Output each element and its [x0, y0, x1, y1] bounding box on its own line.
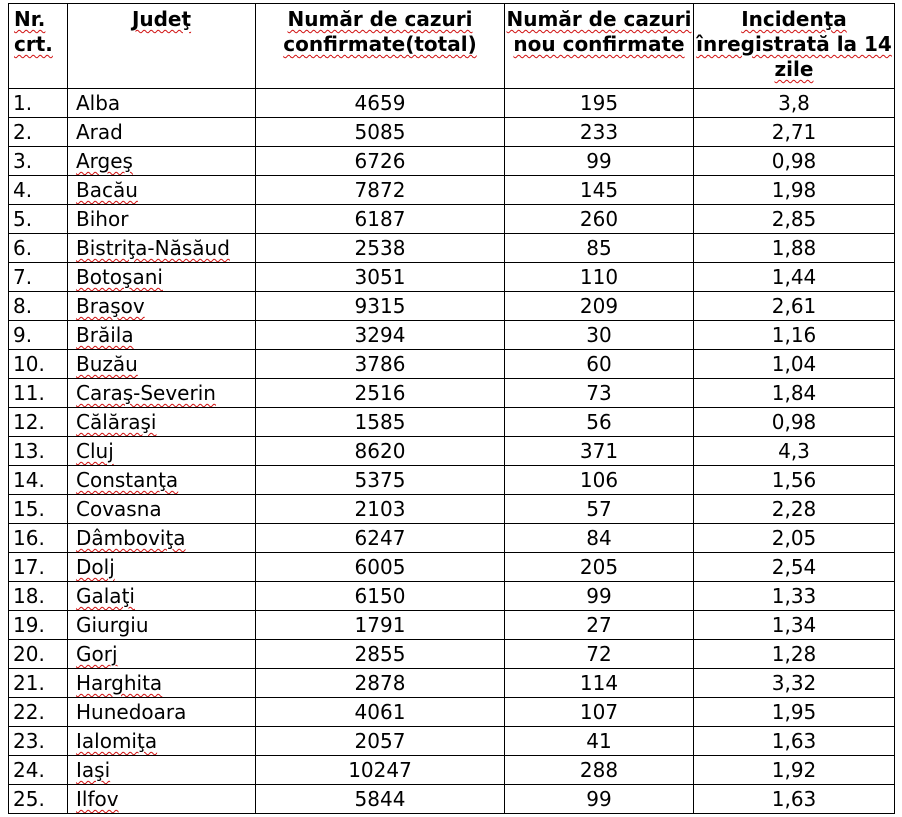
- cell-judet: [68, 640, 256, 669]
- cell-total-text: 5085: [354, 120, 406, 144]
- covid-cases-table: [8, 3, 895, 814]
- cell-noi-text: 30: [586, 323, 612, 347]
- cell-total: [256, 611, 505, 640]
- table-row: [9, 379, 895, 408]
- cell-incidenta: [694, 611, 895, 640]
- cell-incidenta-text: 4,3: [778, 439, 810, 463]
- cell-noi-text: 99: [586, 584, 612, 608]
- cell-judet: [68, 437, 256, 466]
- cell-judet-text: Botoşani: [76, 265, 163, 289]
- cell-judet: [68, 408, 256, 437]
- header-nr-crt: [9, 4, 68, 89]
- cell-incidenta-text: 1,44: [771, 265, 817, 289]
- cell-noi: [505, 263, 694, 292]
- cell-noi: [505, 147, 694, 176]
- table-row: [9, 437, 895, 466]
- cell-nr-text: 10.: [13, 352, 45, 376]
- cell-incidenta: [694, 176, 895, 205]
- cell-nr: [9, 118, 68, 147]
- cell-total: [256, 698, 505, 727]
- cell-incidenta-text: 2,54: [771, 555, 817, 579]
- cell-nr-text: 25.: [13, 787, 45, 811]
- cell-total: [256, 234, 505, 263]
- cell-incidenta: [694, 379, 895, 408]
- cell-nr: [9, 234, 68, 263]
- cell-total-text: 1791: [354, 613, 406, 637]
- cell-total-text: 6150: [354, 584, 406, 608]
- cell-judet-text: Bacău: [76, 178, 138, 202]
- cell-judet-text: Covasna: [76, 497, 162, 521]
- cell-noi: [505, 234, 694, 263]
- cell-judet-text: Alba: [76, 91, 121, 115]
- table-row: [9, 350, 895, 379]
- cell-total: [256, 321, 505, 350]
- cell-noi: [505, 321, 694, 350]
- cell-total-text: 6187: [354, 207, 406, 231]
- table-row: [9, 698, 895, 727]
- cell-nr-text: 16.: [13, 526, 45, 550]
- cell-incidenta-text: 1,34: [771, 613, 817, 637]
- cell-noi-text: 288: [579, 758, 619, 782]
- cell-total-text: 3786: [354, 352, 406, 376]
- cell-judet-text: Dâmboviţa: [76, 526, 186, 550]
- cell-total: [256, 205, 505, 234]
- cell-total-text: 5375: [354, 468, 406, 492]
- cell-noi-text: 72: [586, 642, 612, 666]
- cell-nr-text: 19.: [13, 613, 45, 637]
- cell-total-text: 6726: [354, 149, 406, 173]
- cell-nr: [9, 147, 68, 176]
- cell-judet-text: Cluj: [76, 439, 114, 463]
- cell-total: [256, 785, 505, 814]
- cell-nr: [9, 553, 68, 582]
- cell-nr-text: 4.: [13, 178, 33, 202]
- cell-noi: [505, 379, 694, 408]
- cell-nr-text: 15.: [13, 497, 45, 521]
- cell-nr-text: 5.: [13, 207, 33, 231]
- cell-judet: [68, 524, 256, 553]
- cell-noi: [505, 669, 694, 698]
- cell-judet-text: Bihor: [76, 207, 129, 231]
- cell-noi-text: 107: [579, 700, 619, 724]
- cell-incidenta: [694, 408, 895, 437]
- cell-incidenta-text: 2,05: [771, 526, 817, 550]
- cell-nr-text: 2.: [13, 120, 33, 144]
- cell-nr-text: 13.: [13, 439, 45, 463]
- cell-judet-text: Călăraşi: [76, 410, 157, 434]
- header-judet: [68, 4, 256, 89]
- table-row: [9, 611, 895, 640]
- cell-judet-text: Buzău: [76, 352, 138, 376]
- cell-judet: [68, 495, 256, 524]
- cell-incidenta: [694, 640, 895, 669]
- table-row: [9, 582, 895, 611]
- cell-judet-text: Ilfov: [76, 787, 119, 811]
- cell-total: [256, 350, 505, 379]
- cell-incidenta: [694, 698, 895, 727]
- table-body: [9, 89, 895, 814]
- cell-total-text: 2878: [354, 671, 406, 695]
- cell-incidenta-text: 1,33: [771, 584, 817, 608]
- cell-nr: [9, 89, 68, 118]
- cell-nr-text: 9.: [13, 323, 33, 347]
- header-judet-text: Judeţ: [131, 7, 192, 31]
- cell-noi-text: 84: [586, 526, 612, 550]
- cell-nr-text: 1.: [13, 91, 33, 115]
- header-nr-line2: crt.: [14, 32, 53, 56]
- header-row: [9, 4, 895, 89]
- cell-incidenta: [694, 118, 895, 147]
- cell-total-text: 2538: [354, 236, 406, 260]
- cell-total-text: 6247: [354, 526, 406, 550]
- cell-incidenta: [694, 495, 895, 524]
- cell-total: [256, 640, 505, 669]
- cell-nr-text: 11.: [13, 381, 45, 405]
- cell-nr: [9, 582, 68, 611]
- cell-judet: [68, 292, 256, 321]
- cell-nr-text: 22.: [13, 700, 45, 724]
- cell-noi-text: 233: [579, 120, 619, 144]
- cell-incidenta: [694, 727, 895, 756]
- cell-total: [256, 89, 505, 118]
- cell-total: [256, 495, 505, 524]
- cell-incidenta-text: 1,88: [771, 236, 817, 260]
- header-noi: [505, 4, 694, 89]
- cell-incidenta-text: 1,95: [771, 700, 817, 724]
- table-row: [9, 756, 895, 785]
- cell-nr: [9, 756, 68, 785]
- cell-noi: [505, 89, 694, 118]
- cell-incidenta-text: 2,61: [771, 294, 817, 318]
- cell-incidenta-text: 1,92: [771, 758, 817, 782]
- table-row: [9, 669, 895, 698]
- cell-total-text: 9315: [354, 294, 406, 318]
- cell-judet-text: Giurgiu: [76, 613, 149, 637]
- cell-incidenta: [694, 756, 895, 785]
- cell-incidenta-text: 0,98: [771, 149, 817, 173]
- cell-incidenta-text: 3,8: [778, 91, 810, 115]
- cell-judet: [68, 727, 256, 756]
- cell-judet: [68, 350, 256, 379]
- cell-incidenta-text: 1,98: [771, 178, 817, 202]
- cell-noi-text: 41: [586, 729, 612, 753]
- table-row: [9, 466, 895, 495]
- cell-judet: [68, 263, 256, 292]
- cell-judet: [68, 611, 256, 640]
- cell-noi-text: 60: [586, 352, 612, 376]
- cell-judet: [68, 147, 256, 176]
- cell-judet: [68, 118, 256, 147]
- cell-judet: [68, 756, 256, 785]
- cell-nr-text: 7.: [13, 265, 33, 289]
- cell-noi-text: 57: [586, 497, 612, 521]
- cell-judet: [68, 669, 256, 698]
- cell-total-text: 3294: [354, 323, 406, 347]
- cell-judet: [68, 582, 256, 611]
- cell-nr-text: 17.: [13, 555, 45, 579]
- cell-total-text: 5844: [354, 787, 406, 811]
- table-row: [9, 89, 895, 118]
- cell-incidenta-text: 1,63: [771, 787, 817, 811]
- cell-incidenta-text: 0,98: [771, 410, 817, 434]
- cell-total-text: 4659: [354, 91, 406, 115]
- cell-noi: [505, 118, 694, 147]
- cell-noi-text: 205: [579, 555, 619, 579]
- cell-judet: [68, 176, 256, 205]
- cell-nr: [9, 785, 68, 814]
- cell-judet-text: Arad: [76, 120, 123, 144]
- cell-nr-text: 6.: [13, 236, 33, 260]
- cell-total-text: 2057: [354, 729, 406, 753]
- cell-noi-text: 209: [579, 294, 619, 318]
- cell-noi: [505, 756, 694, 785]
- cell-noi: [505, 611, 694, 640]
- cell-nr: [9, 727, 68, 756]
- cell-incidenta: [694, 350, 895, 379]
- table-row: [9, 263, 895, 292]
- header-noi-text: Număr de cazuri nou confirmate: [506, 7, 692, 56]
- cell-total: [256, 379, 505, 408]
- table-row: [9, 205, 895, 234]
- cell-judet: [68, 553, 256, 582]
- cell-total-text: 8620: [354, 439, 406, 463]
- cell-nr-text: 21.: [13, 671, 45, 695]
- cell-noi: [505, 408, 694, 437]
- table-row: [9, 147, 895, 176]
- table-row: [9, 408, 895, 437]
- cell-total: [256, 437, 505, 466]
- cell-judet-text: Ialomiţa: [76, 729, 158, 753]
- header-total-text: Număr de cazuri confirmate(total): [283, 7, 477, 56]
- cell-noi-text: 73: [586, 381, 612, 405]
- cell-noi: [505, 205, 694, 234]
- cell-nr-text: 8.: [13, 294, 33, 318]
- cell-nr: [9, 379, 68, 408]
- cell-noi: [505, 350, 694, 379]
- cell-noi: [505, 176, 694, 205]
- cell-nr-text: 24.: [13, 758, 45, 782]
- cell-total: [256, 553, 505, 582]
- cell-incidenta: [694, 321, 895, 350]
- cell-nr: [9, 669, 68, 698]
- cell-nr: [9, 263, 68, 292]
- cell-incidenta-text: 1,28: [771, 642, 817, 666]
- cell-incidenta: [694, 292, 895, 321]
- cell-nr: [9, 466, 68, 495]
- cell-noi-text: 56: [586, 410, 612, 434]
- cell-incidenta-text: 3,32: [771, 671, 817, 695]
- cell-total-text: 1585: [354, 410, 406, 434]
- cell-judet: [68, 785, 256, 814]
- cell-incidenta: [694, 524, 895, 553]
- cell-noi-text: 371: [579, 439, 619, 463]
- cell-nr: [9, 176, 68, 205]
- cell-judet-text: Bistriţa-Năsăud: [76, 236, 230, 260]
- cell-noi: [505, 466, 694, 495]
- cell-incidenta: [694, 553, 895, 582]
- cell-incidenta-text: 1,16: [771, 323, 817, 347]
- cell-noi: [505, 727, 694, 756]
- cell-total: [256, 582, 505, 611]
- cell-judet: [68, 466, 256, 495]
- cell-incidenta: [694, 437, 895, 466]
- cell-incidenta-text: 1,04: [771, 352, 817, 376]
- cell-noi: [505, 785, 694, 814]
- cell-nr: [9, 698, 68, 727]
- cell-incidenta: [694, 582, 895, 611]
- cell-judet-text: Constanţa: [76, 468, 179, 492]
- cell-noi-text: 260: [579, 207, 619, 231]
- header-nr-line1: Nr.: [14, 7, 46, 31]
- table-row: [9, 727, 895, 756]
- cell-total: [256, 669, 505, 698]
- table-row: [9, 118, 895, 147]
- cell-total-text: 2855: [354, 642, 406, 666]
- cell-nr: [9, 524, 68, 553]
- cell-judet: [68, 698, 256, 727]
- cell-nr: [9, 205, 68, 234]
- cell-noi-text: 85: [586, 236, 612, 260]
- cell-nr: [9, 350, 68, 379]
- cell-judet-text: Dolj: [76, 555, 115, 579]
- cell-nr-text: 3.: [13, 149, 33, 173]
- table-row: [9, 176, 895, 205]
- cell-judet-text: Caraş-Severin: [76, 381, 216, 405]
- cell-total-text: 6005: [354, 555, 406, 579]
- cell-total: [256, 727, 505, 756]
- cell-nr: [9, 611, 68, 640]
- table-row: [9, 553, 895, 582]
- cell-total-text: 2103: [354, 497, 406, 521]
- cell-noi: [505, 292, 694, 321]
- cell-incidenta-text: 1,84: [771, 381, 817, 405]
- cell-total-text: 7872: [354, 178, 406, 202]
- cell-total: [256, 176, 505, 205]
- cell-nr: [9, 321, 68, 350]
- table-row: [9, 495, 895, 524]
- cell-noi-text: 99: [586, 149, 612, 173]
- cell-nr: [9, 408, 68, 437]
- cell-judet: [68, 321, 256, 350]
- cell-total: [256, 147, 505, 176]
- cell-total: [256, 466, 505, 495]
- cell-judet: [68, 379, 256, 408]
- cell-nr-text: 18.: [13, 584, 45, 608]
- cell-total: [256, 408, 505, 437]
- cell-nr-text: 20.: [13, 642, 45, 666]
- cell-noi: [505, 524, 694, 553]
- table-row: [9, 234, 895, 263]
- cell-judet-text: Galaţi: [76, 584, 135, 608]
- cell-nr-text: 12.: [13, 410, 45, 434]
- cell-nr: [9, 495, 68, 524]
- cell-noi-text: 114: [579, 671, 619, 695]
- cell-noi: [505, 553, 694, 582]
- cell-total: [256, 118, 505, 147]
- cell-noi: [505, 640, 694, 669]
- table-row: [9, 524, 895, 553]
- cell-judet: [68, 89, 256, 118]
- cell-total: [256, 524, 505, 553]
- cell-noi: [505, 698, 694, 727]
- cell-nr: [9, 292, 68, 321]
- cell-incidenta: [694, 466, 895, 495]
- cell-judet-text: Argeş: [76, 149, 133, 173]
- cell-judet-text: Harghita: [76, 671, 163, 695]
- cell-noi: [505, 495, 694, 524]
- cell-total: [256, 756, 505, 785]
- header-incidenta-text: Incidenţa înregistrată la 14 zile: [696, 7, 892, 81]
- cell-total-text: 2516: [354, 381, 406, 405]
- header-total: [256, 4, 505, 89]
- cell-noi-text: 27: [586, 613, 612, 637]
- cell-total-text: 10247: [348, 758, 412, 782]
- cell-total-text: 4061: [354, 700, 406, 724]
- cell-incidenta: [694, 205, 895, 234]
- cell-judet-text: Gorj: [76, 642, 118, 666]
- cell-incidenta: [694, 147, 895, 176]
- cell-total-text: 3051: [354, 265, 406, 289]
- table-row: [9, 321, 895, 350]
- table-row: [9, 640, 895, 669]
- cell-total: [256, 292, 505, 321]
- cell-total: [256, 263, 505, 292]
- cell-incidenta: [694, 234, 895, 263]
- cell-nr: [9, 640, 68, 669]
- cell-incidenta-text: 2,85: [771, 207, 817, 231]
- cell-nr-text: 23.: [13, 729, 45, 753]
- cell-noi-text: 145: [579, 178, 619, 202]
- cell-nr-text: 14.: [13, 468, 45, 492]
- cell-judet-text: Hunedoara: [76, 700, 187, 724]
- header-incidenta: [694, 4, 895, 89]
- cell-noi-text: 195: [579, 91, 619, 115]
- cell-noi-text: 99: [586, 787, 612, 811]
- cell-incidenta-text: 1,63: [771, 729, 817, 753]
- cell-incidenta-text: 2,71: [771, 120, 817, 144]
- cell-nr: [9, 437, 68, 466]
- cell-incidenta: [694, 669, 895, 698]
- cell-incidenta: [694, 785, 895, 814]
- cell-judet: [68, 205, 256, 234]
- cell-judet: [68, 234, 256, 263]
- cell-incidenta: [694, 263, 895, 292]
- cell-noi: [505, 437, 694, 466]
- cell-judet-text: Brăila: [76, 323, 134, 347]
- cell-incidenta: [694, 89, 895, 118]
- cell-incidenta-text: 1,56: [771, 468, 817, 492]
- table-row: [9, 292, 895, 321]
- cell-incidenta-text: 2,28: [771, 497, 817, 521]
- cell-noi: [505, 582, 694, 611]
- cell-judet-text: Braşov: [76, 294, 145, 318]
- cell-judet-text: Iaşi: [76, 758, 111, 782]
- table-row: [9, 785, 895, 814]
- cell-noi-text: 106: [579, 468, 619, 492]
- cell-noi-text: 110: [579, 265, 619, 289]
